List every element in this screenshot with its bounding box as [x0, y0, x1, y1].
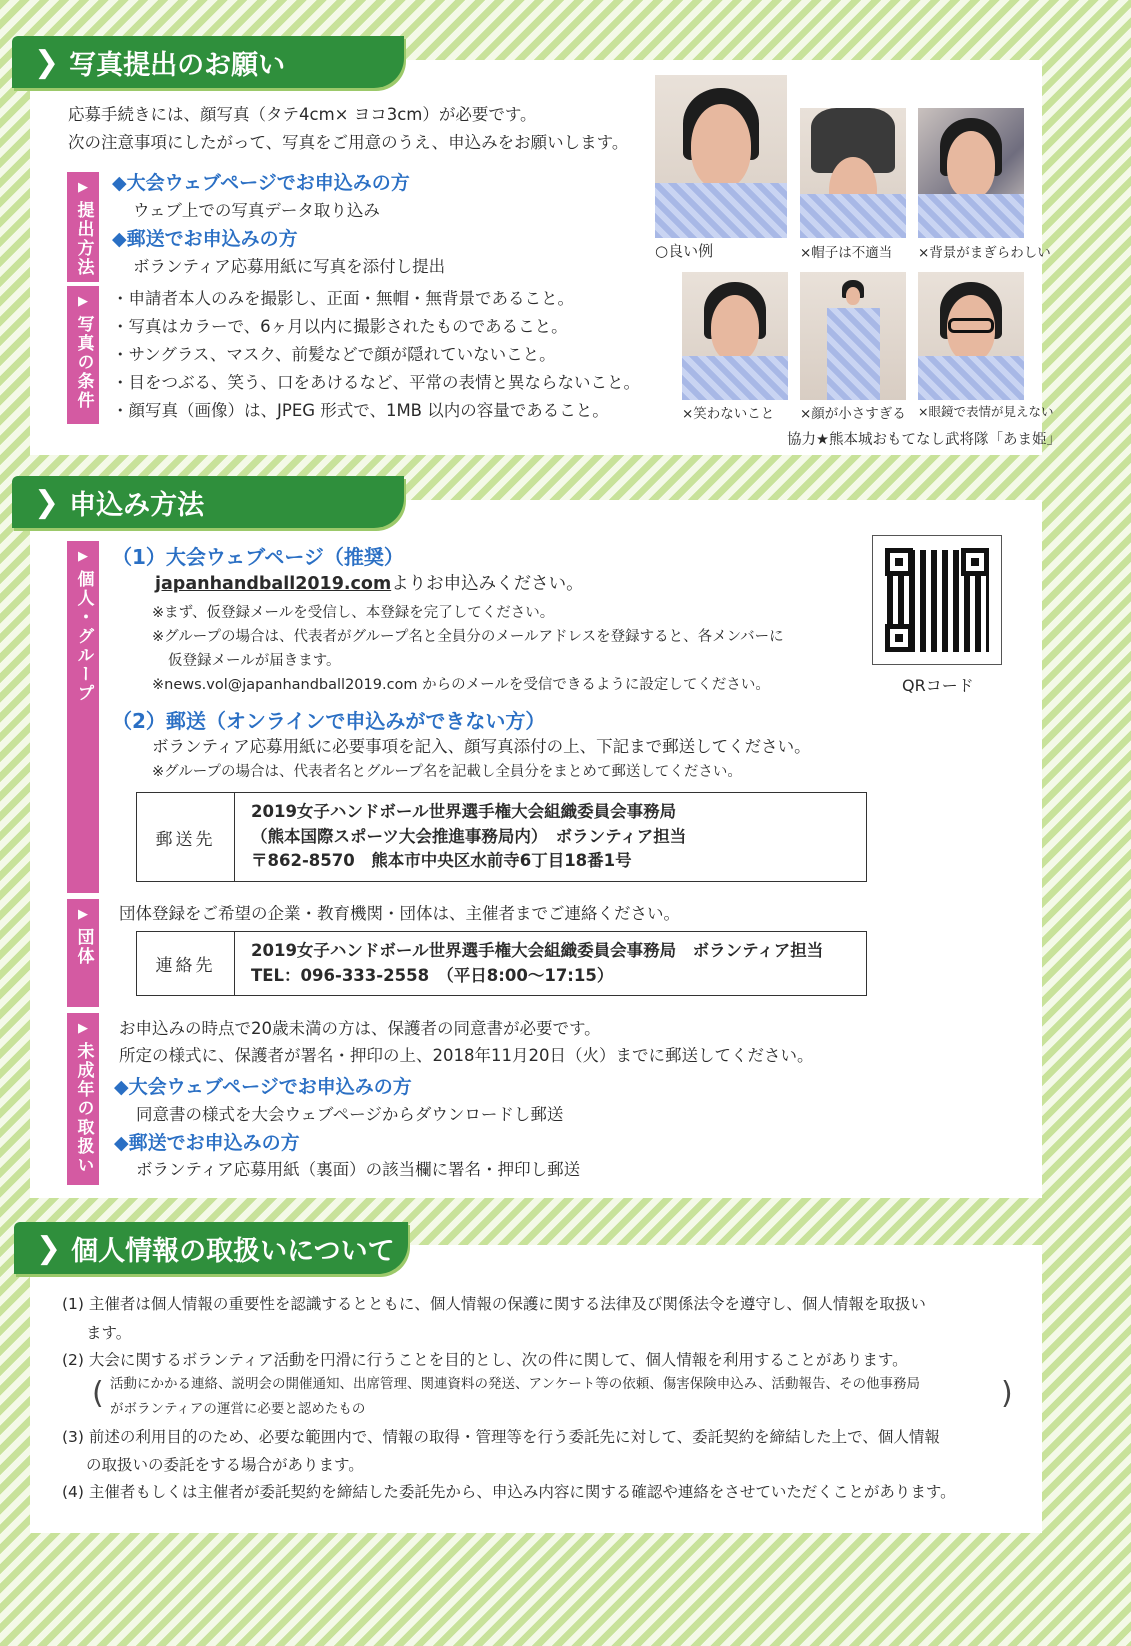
- option1-note: ※news.vol@japanhandball2019.com からのメールを受信できるように設定してください。: [152, 677, 770, 693]
- triangle-icon: ▶: [78, 1021, 88, 1036]
- apply-section-header: [12, 476, 404, 528]
- minor-mail-text: ボランティア応募用紙（裏面）の該当欄に署名・押印し郵送: [136, 1160, 581, 1179]
- close-bracket: ): [1001, 1376, 1013, 1411]
- contact-table: [136, 931, 867, 996]
- minor-web-text: 同意書の様式を大会ウェブページからダウンロードし郵送: [136, 1105, 564, 1124]
- website-link[interactable]: japanhandball2019.com: [155, 574, 392, 594]
- chevron-right-icon: ❯: [36, 1230, 62, 1266]
- privacy-item: (4) 主催者もしくは主催者が委託契約を締結した委託先から、申込み内容に関する確認や連絡をさせていただくことがあります。: [62, 1483, 956, 1501]
- web-apply-heading: ◆大会ウェブページでお申込みの方: [112, 172, 410, 194]
- photo-small-face-example: [800, 272, 906, 400]
- privacy-detail: 活動にかかる連絡、説明会の開催通知、出席管理、関連資料の発送、アンケート等の依頼、傷害保険申込み、活動報告、その他事務局: [110, 1376, 920, 1392]
- photo-caption: ×眼鏡で表情が見えない: [918, 404, 1054, 419]
- privacy-item: (1) 主催者は個人情報の重要性を認識するとともに、個人情報の保護に関する法律及び関係法令を遵守し、個人情報を取扱い: [62, 1295, 926, 1313]
- section-title: 写真提出のお願い: [69, 49, 286, 81]
- tab-submission-method: ▶ 提出方法: [67, 172, 99, 282]
- tab-individual-group: ▶ 個人・グループ: [67, 541, 99, 893]
- condition-item: ・顔写真（画像）は、JPEG 形式で、1MB 以内の容量であること。: [112, 401, 609, 420]
- condition-item: ・サングラス、マスク、前髪などで顔が隠れていないこと。: [112, 345, 556, 364]
- mail-address-table: [136, 792, 867, 882]
- web-apply-text: ウェブ上での写真データ取り込み: [133, 201, 380, 220]
- condition-item: ・写真はカラーで、6ヶ月以内に撮影されたものであること。: [112, 317, 568, 336]
- option1-note: 仮登録メールが届きます。: [168, 653, 341, 669]
- condition-item: ・目をつぶる、笑う、口をあけるなど、平常の表情と異ならないこと。: [112, 373, 640, 392]
- photo-background-example: [918, 108, 1024, 238]
- qr-code[interactable]: [872, 535, 1002, 665]
- qr-code-label: QRコード: [902, 676, 974, 695]
- option1-line: japanhandball2019.comよりお申込みください。: [155, 574, 584, 594]
- minor-text: 所定の様式に、保護者が署名・押印の上、2018年11月20日（火）までに郵送してください。: [119, 1046, 814, 1065]
- mail-address-line: （熊本国際スポーツ大会推進事務局内） ボランティア担当: [251, 826, 687, 846]
- privacy-item: (3) 前述の利用目的のため、必要な範囲内で、情報の取得・管理等を行う委託先に対して、委託契約を締結した上で、個人情報: [62, 1428, 940, 1446]
- triangle-icon: ▶: [78, 294, 88, 309]
- photo-caption: ×帽子は不適当: [800, 245, 893, 261]
- section-title: 個人情報の取扱いについて: [71, 1235, 395, 1267]
- mail-address-line: 〒862-8570 熊本市中央区水前寺6丁目18番1号: [251, 851, 632, 871]
- photo-credit: 協力★熊本城おもてなし武将隊「あま姫」: [787, 432, 1061, 448]
- photo-section-header: [12, 36, 404, 88]
- section-title: 申込み方法: [69, 489, 205, 521]
- privacy-item: ます。: [86, 1324, 132, 1342]
- triangle-icon: ▶: [78, 549, 88, 564]
- option2-heading: （2）郵送（オンラインで申込みができない方）: [112, 709, 546, 733]
- condition-item: ・申請者本人のみを撮影し、正面・無帽・無背景であること。: [112, 289, 574, 308]
- mail-apply-heading: ◆郵送でお申込みの方: [112, 228, 298, 250]
- mail-address-label: 郵送先: [137, 793, 235, 882]
- tab-minor: ▶ 未成年の取扱い: [67, 1013, 99, 1185]
- open-bracket: (: [92, 1376, 104, 1411]
- photo-glasses-example: [918, 272, 1024, 400]
- chevron-right-icon: ❯: [34, 484, 60, 520]
- privacy-item: の取扱いの委託をする場合があります。: [86, 1456, 364, 1474]
- option1-note: ※まず、仮登録メールを受信し、本登録を完了してください。: [152, 605, 555, 621]
- tab-organization: ▶ 団体: [67, 899, 99, 1007]
- chevron-right-icon: ❯: [34, 44, 60, 80]
- option1-heading: （1）大会ウェブページ（推奨）: [112, 545, 404, 569]
- photo-caption: ×背景がまぎらわしい: [918, 245, 1051, 261]
- option2-text: ボランティア応募用紙に必要事項を記入、顔写真添付の上、下記まで郵送してください。: [152, 737, 811, 756]
- contact-line: 2019女子ハンドボール世界選手権大会組織委員会事務局 ボランティア担当: [251, 940, 824, 960]
- mail-apply-text: ボランティア応募用紙に写真を添付し提出: [133, 257, 446, 276]
- photo-hat-example: [800, 108, 906, 238]
- tab-photo-conditions: ▶ 写真の条件: [67, 286, 99, 424]
- privacy-detail: がボランティアの運営に必要と認めたもの: [110, 1401, 366, 1417]
- group-text: 団体登録をご希望の企業・教育機関・団体は、主催者までご連絡ください。: [119, 904, 680, 923]
- mail-address-line: 2019女子ハンドボール世界選手権大会組織委員会事務局: [251, 801, 677, 821]
- photo-caption: ×顔が小さすぎる: [800, 406, 906, 422]
- intro-line-1: 応募手続きには、顔写真（タテ4cm× ヨコ3cm）が必要です。: [68, 105, 537, 124]
- privacy-section-header: [14, 1222, 408, 1274]
- photo-good-example: [655, 75, 787, 238]
- intro-line-2: 次の注意事項にしたがって、写真をご用意のうえ、申込みをお願いします。: [68, 133, 629, 152]
- privacy-item: (2) 大会に関するボランティア活動を円滑に行うことを目的とし、次の件に関して、個人情報を利用することがあります。: [62, 1351, 908, 1369]
- photo-caption: ×笑わないこと: [682, 406, 775, 422]
- contact-label: 連絡先: [137, 932, 235, 996]
- option1-note: ※グループの場合は、代表者がグループ名と全員分のメールアドレスを登録すると、各メンバーに: [152, 629, 784, 645]
- minor-mail-heading: ◆郵送でお申込みの方: [114, 1132, 300, 1154]
- triangle-icon: ▶: [78, 180, 88, 195]
- triangle-icon: ▶: [78, 907, 88, 922]
- minor-text: お申込みの時点で20歳未満の方は、保護者の同意書が必要です。: [119, 1019, 601, 1038]
- option2-note: ※グループの場合は、代表者名とグループ名を記載し全員分をまとめて郵送してください。: [152, 764, 742, 780]
- contact-line: TEL：096-333-2558 （平日8:00～17:15）: [251, 965, 614, 985]
- photo-caption: ○良い例: [655, 242, 714, 260]
- photo-smile-example: [682, 272, 788, 400]
- minor-web-heading: ◆大会ウェブページでお申込みの方: [114, 1076, 412, 1098]
